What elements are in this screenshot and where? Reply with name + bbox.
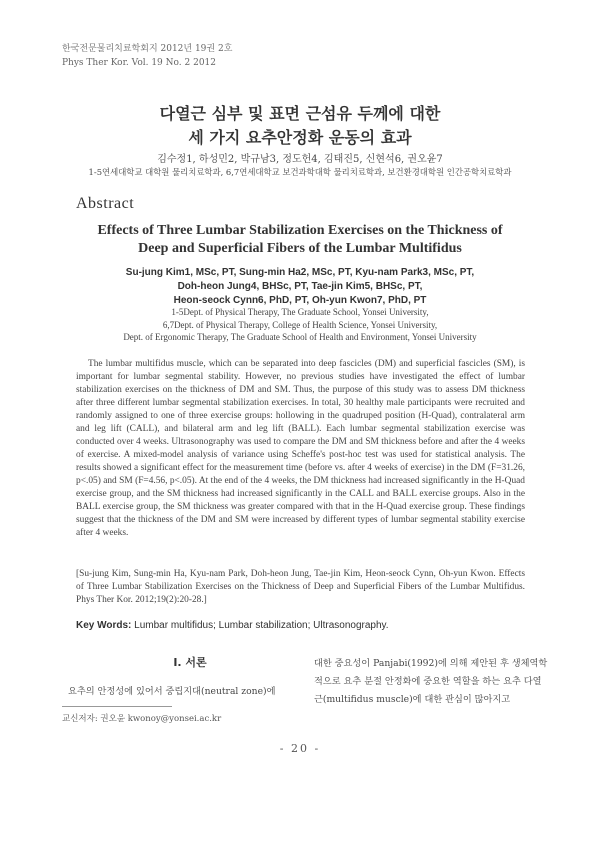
english-title-line2: Deep and Superficial Fibers of the Lumbar Multifidus xyxy=(138,241,462,256)
korean-authors xyxy=(0,150,600,165)
keywords-text: Lumbar multifidus; Lumbar stabilization; Ultrasonography. xyxy=(134,620,389,631)
korean-title xyxy=(0,102,600,150)
corresponding-author: 교신저자: 권오윤 kwonoy@yonsei.ac.kr xyxy=(62,714,222,724)
body-column-right: 대한 중요성이 Panjabi(1992)에 의해 제안된 후 생체역학적으로 요추 분절 안정화에 중요한 역할을 하는 요추 다열근(multifidus muscle)에 대한 관심이 많아지고 xyxy=(314,658,548,705)
korean-affiliations xyxy=(0,166,600,178)
korean-authors-text: 김수정1, 하성민2, 박규남3, 정도헌4, 김태진5, 신현석6, 권오윤7 xyxy=(157,154,443,165)
english-affiliation-line2: 6,7Dept. of Physical Therapy, College of Health Science, Yonsei University, xyxy=(162,319,438,330)
section-heading: Ⅰ. 서론 xyxy=(173,656,207,669)
abstract-body: The lumbar multifidus muscle, which can be separated into deep fascicles (DM) and superficial fascicles (SM), is important for lumbar segmental stability. However, no previous studies have investigated the effect of lumbar stabilization exercises on the thickness of DM and SM. Thus, the purpose of this study was to assess DM thickness after three different lumbar segmental stabilization exercises. In total, 30 healthy male participants were recruited and randomly assigned to one of three exercise groups: hollowing in the quadruped position (H-Quad), contralateral arm and leg lift (CALL), and bilateral arm and leg lift (BALL). Each lumbar segmental stabilization exercise was conducted over 4 weeks. Ultrasonography was used to compare the DM and SM thickness before and after the 4 weeks of exercise. A mixed-model analysis of variance using Scheffe's post-hoc test was used for statistical analysis. The results showed a significant effect for the measurement time (before vs. after 4 weeks of exercise) in the DM (F=31.26, p<.05) and SM (F=4.56, p<.05). At the end of the 4 weeks, the DM thickness had increased significantly in the H-Quad exercise group, and the SM thickness had increased significantly in the CALL and BALL exercise groups. Also in the BALL exercise group, the SM thickness was greater compared with that in the H-Quad exercise group. These findings suggest that the thickness of the DM and SM were increased by different types of lumbar segmental stability exercise after 4 weeks. xyxy=(76,359,525,538)
korean-title-line2: 세 가지 요추안정화 운동의 효과 xyxy=(188,128,412,147)
english-affiliation-line1: 1-5Dept. of Physical Therapy, The Graduate School, Yonsei University, xyxy=(171,307,429,317)
body-column-left: 요추의 안정성에 있어서 중립지대(neutral zone)에 xyxy=(68,686,276,697)
english-affiliation-line3: Dept. of Ergonomic Therapy, The Graduate School of Health and Environment, Yonsei University xyxy=(123,332,477,342)
footnote-divider xyxy=(62,706,172,707)
english-authors-line3: Heon-seock Cynn6, PhD, PT, Oh-yun Kwon7, PhD, PT xyxy=(173,295,427,306)
journal-header xyxy=(62,42,232,70)
citation: [Su-jung Kim, Sung-min Ha, Kyu-nam Park, Doh-heon Jung, Tae-jin Kim, Heon-seock Cynn, Oh-yun Kwon. Effects of Three Lumbar Stabilization Exercises on the Thickness of Deep and Superficial Fibers of the Lumbar Multifidus. Phys Ther Kor. 2012;19(2):20-28.] xyxy=(76,569,525,605)
keywords xyxy=(76,620,389,631)
english-title xyxy=(0,222,600,258)
keywords-label: Key Words: xyxy=(76,620,132,631)
page-number: - 20 - xyxy=(279,742,321,755)
korean-affiliations-text: 1-5연세대학교 대학원 물리치료학과, 6,7연세대학교 보건과학대학 물리치료학과, 보건환경대학원 인간공학치료학과 xyxy=(88,167,512,177)
abstract-heading: Abstract xyxy=(76,195,135,212)
korean-title-line1: 다열근 심부 및 표면 근섬유 두께에 대한 xyxy=(159,104,441,123)
english-authors-line1: Su-jung Kim1, MSc, PT, Sung-min Ha2, MSc, PT, Kyu-nam Park3, MSc, PT, xyxy=(125,267,475,278)
english-title-line1: Effects of Three Lumbar Stabilization Exercises on the Thickness of xyxy=(97,223,503,238)
journal-name-en: Phys Ther Kor. Vol. 19 No. 2 2012 xyxy=(62,58,216,68)
journal-name-ko: 한국전문물리치료학회지 2012년 19권 2호 xyxy=(62,44,233,54)
english-authors xyxy=(0,266,600,308)
english-affiliations xyxy=(0,306,600,344)
english-authors-line2: Doh-heon Jung4, BHSc, PT, Tae-jin Kim5, BHSc, PT, xyxy=(177,281,423,292)
